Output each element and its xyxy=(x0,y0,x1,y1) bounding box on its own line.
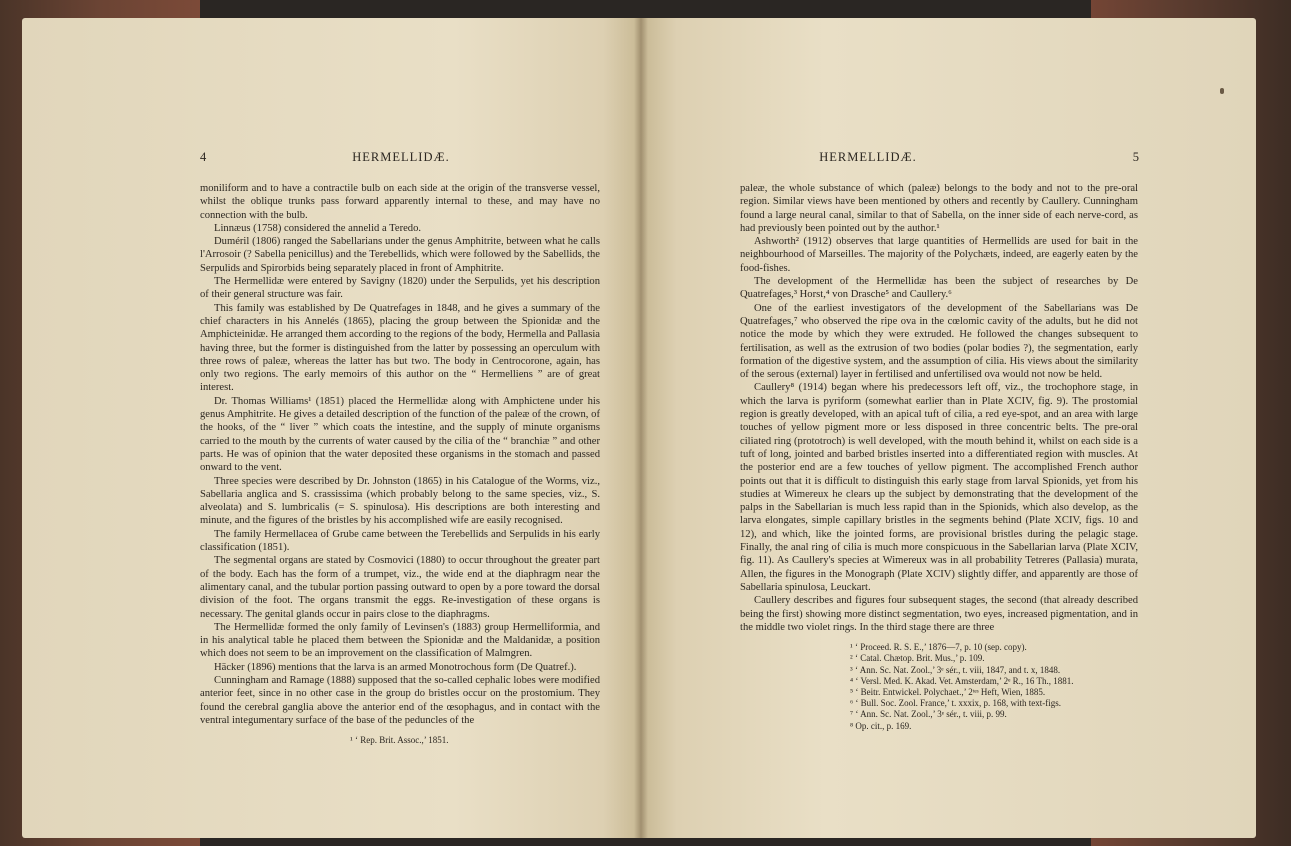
running-head-left: HERMELLIDÆ. xyxy=(352,150,450,164)
paragraph: The family Hermellacea of Grube came between the Terebellids and Serpulids in his early classification (1851). xyxy=(200,528,600,554)
footnotes-left xyxy=(200,735,600,746)
paragraph: The development of the Hermellidæ has been the subject of researches by De Quatrefages,³ Horst,⁴ von Drasche⁵ and Caullery.⁶ xyxy=(740,276,1138,301)
paper-blemish xyxy=(1220,88,1224,94)
left-text-column xyxy=(200,182,600,746)
paragraph: The Hermellidæ were entered by Savigny (1820) under the Serpulids, yet his description of their general structure was fair. xyxy=(200,276,600,301)
footnote: ¹ ‘ Rep. Brit. Assoc.,’ 1851. xyxy=(350,735,449,746)
footnotes-right xyxy=(740,642,1138,732)
left-page xyxy=(22,18,640,838)
paragraph: One of the earliest investigators of the development of the Sabellarians was De Quatrefages,⁷ who observed the ripe ova in the cœlomic cavity of the adults, but he did not notice the mode by which they were extruded. He followed the changes subsequent to fertilisation, as well as the extrusion of two bodies (polar bodies ?), the segmentation, early formation of the digestive system, and the assumption of cilia. His views about the similarity of the serous (external) layer in fertilised and unfertilised ova would not now be held. xyxy=(740,302,1138,381)
paragraph: The segmental organs are stated by Cosmovici (1880) to occur throughout the greater part of the body. Each has the form of a trumpet, viz., the wide end at the diaphragm near the alimentary canal, and the tubular portion passing outward to open by a pore toward the dorsal division of the foot. The organs transmit the eggs. Re-investigation of these organs is necessary. The genital glands occur in pairs close to the diaphragms. xyxy=(200,555,600,620)
paragraph: moniliform and to have a contractile bulb on each side at the origin of the transverse vessel, whilst the oblique trunks pass forward apparently internal to these, and may have no connection with the bulb. xyxy=(200,183,600,221)
paragraph: Caullery describes and figures four subsequent stages, the second (that already described being the first) showing more distinct segmentation, two eyes, increased pigmentation, and in the middle two violet rings. In the third stage there are three xyxy=(740,595,1138,633)
paragraph: Duméril (1806) ranged the Sabellarians under the genus Amphitrite, between what he calls l'Arrosoir (? Sabella penicillus) and the Terebellids, which were followed by the Sabellids, the Serpulids and Spirorbids being separately placed in front of Amphitrite. xyxy=(200,236,600,274)
footnote: ⁶ ‘ Bull. Soc. Zool. France,’ t. xxxix, p. 168, with text-figs. xyxy=(850,698,1061,709)
right-page xyxy=(640,18,1256,838)
paragraph: Cunningham and Ramage (1888) supposed that the so-called cephalic lobes were modified anterior feet, since in no other case in the group do bristles occur on the prostomium. They found the cerebral ganglia above the anterior end of the œsophagus, and in contact with the ventral integumentary surface of the base of the peduncles of the xyxy=(200,674,600,726)
paragraph: Dr. Thomas Williams¹ (1851) placed the Hermellidæ along with Amphictene under his genus Amphitrite. He gives a detailed description of the function of the paleæ of the crown, of the hooks, of the “ liver ” which coats the intestine, and the supply of minute organisms carried to the mouth by the currents of water caused by the cilia of the “ branchiæ ” and other parts. He was of opinion that the water deposited these organisms in the stomach and passed onward to the vent. xyxy=(200,395,600,474)
footnote: ⁷ ‘ Ann. Sc. Nat. Zool.,’ 3ᵉ sér., t. viii, p. 99. xyxy=(850,709,1007,720)
paragraph: Ashworth² (1912) observes that large quantities of Hermellids are used for bait in the neighbourhood of Marseilles. The majority of the Polychæts, indeed, are eagerly eaten by the food-fishes. xyxy=(740,236,1138,274)
footnote: ⁸ Op. cit., p. 169. xyxy=(850,720,912,731)
running-head-right: HERMELLIDÆ. xyxy=(819,150,917,164)
paragraph: paleæ, the whole substance of which (paleæ) belongs to the body and not to the pre-oral region. Similar views have been mentioned by others and recently by Caullery. Cunningham found a large neural canal, similar to that of Sabella, on the inner side of each nerve-cord, as had previously been pointed out by the author.¹ xyxy=(740,183,1138,234)
footnote: ⁵ ‘ Beitr. Entwickel. Polychaet.,’ 2ᵗᵉˢ Heft, Wien, 1885. xyxy=(850,686,1046,697)
book-gutter xyxy=(634,18,648,838)
page-number-left: 4 xyxy=(200,150,208,164)
right-page-header xyxy=(640,150,1256,168)
paragraph: This family was established by De Quatrefages in 1848, and he gives a summary of the chief characters in his Annelés (1865), placing the group between the Spionidæ and the Amphicteinidæ. He arranged them according to the regions of the body, Hermella and Pallasia having three, but the former is distinguished from the latter by possessing an operculum with three rows of paleæ, whereas the latter has but two. The body in Centrocorone, again, has only two regions. The early memoirs of this author on the “ Hermelliens ” are of great interest. xyxy=(200,302,600,394)
page-number-right: 5 xyxy=(1132,150,1140,164)
paragraph: Linnæus (1758) considered the annelid a Teredo. xyxy=(214,222,422,234)
footnote: ² ‘ Catal. Chætop. Brit. Mus.,’ p. 109. xyxy=(850,653,985,664)
paragraph: Häcker (1896) mentions that the larva is an armed Monotrochous form (De Quatref.). xyxy=(214,661,577,673)
right-text-column xyxy=(740,182,1138,732)
paragraph: Caullery⁸ (1914) began where his predecessors left off, viz., the trochophore stage, in which the larva is pyriform (somewhat earlier than in Plate XCIV, fig. 9). The prostomial region is greatly developed, with an apical tuft of cilia, a red eye-spot, and an area with large touches of yellow pigment more or less disposed in three concentric belts. The pre-oral ciliated ring (prototroch) is well developed, with the mouth behind it, whilst on each side is a tuft of long, jointed and barbed bristles inserted into a differentiated region with muscles. At the posterior end are a few touches of yellow pigment. The accomplished French author points out that it is difficult to distinguish this early stage from larval Spionids, yet from his studies at Wimereux he clears up the subject by demonstrating that the development of the palps in the Sabellarian is much less rapid than in the Spionids, which also develop, as the larva elongates, simple capillary bristles in the segments behind (Plate XCIV, figs. 10 and 12), and which, like the jointed forms, are provisional bristles during the pelagic stage. Finally, the anal ring of cilia is much more conspicuous in the Sabellarian larva (Plate XCIV, fig. 11). As Caullery's species at Wimereux was in all probability Tetreres (Pallasia) murata, Allen, the figures in the Monograph (Plate XCIV) slightly differ, and apparently are those of Sabellaria spinulosa, Leuckart. xyxy=(740,382,1138,593)
footnote: ⁴ ‘ Versl. Med. K. Akad. Vet. Amsterdam,’ 2ᵉ R., 16 Th., 1881. xyxy=(850,675,1074,686)
footnote: ¹ ‘ Proceed. R. S. E.,’ 1876—7, p. 10 (sep. copy). xyxy=(850,642,1027,653)
left-page-header xyxy=(22,150,640,168)
footnote: ³ ‘ Ann. Sc. Nat. Zool.,’ 3ᵉ sér., t. viii, 1847, and t. x, 1848. xyxy=(850,664,1061,675)
paragraph: Three species were described by Dr. Johnston (1865) in his Catalogue of the Worms, viz., Sabellaria anglica and S. crassissima (which probably belong to the same species, viz., S. alveolata) and S. lumbricalis (= S. spinulosa). His descriptions are both interesting and minute, and the figures of the bristles by his accomplished wife are easily recognised. xyxy=(200,475,600,527)
paragraph: The Hermellidæ formed the only family of Levinsen's (1883) group Hermelliformia, and in his analytical table he placed them between the Spionidæ and the Maldanidæ, a position which does not seem to be an improvement on the classification of Malmgren. xyxy=(200,621,600,660)
